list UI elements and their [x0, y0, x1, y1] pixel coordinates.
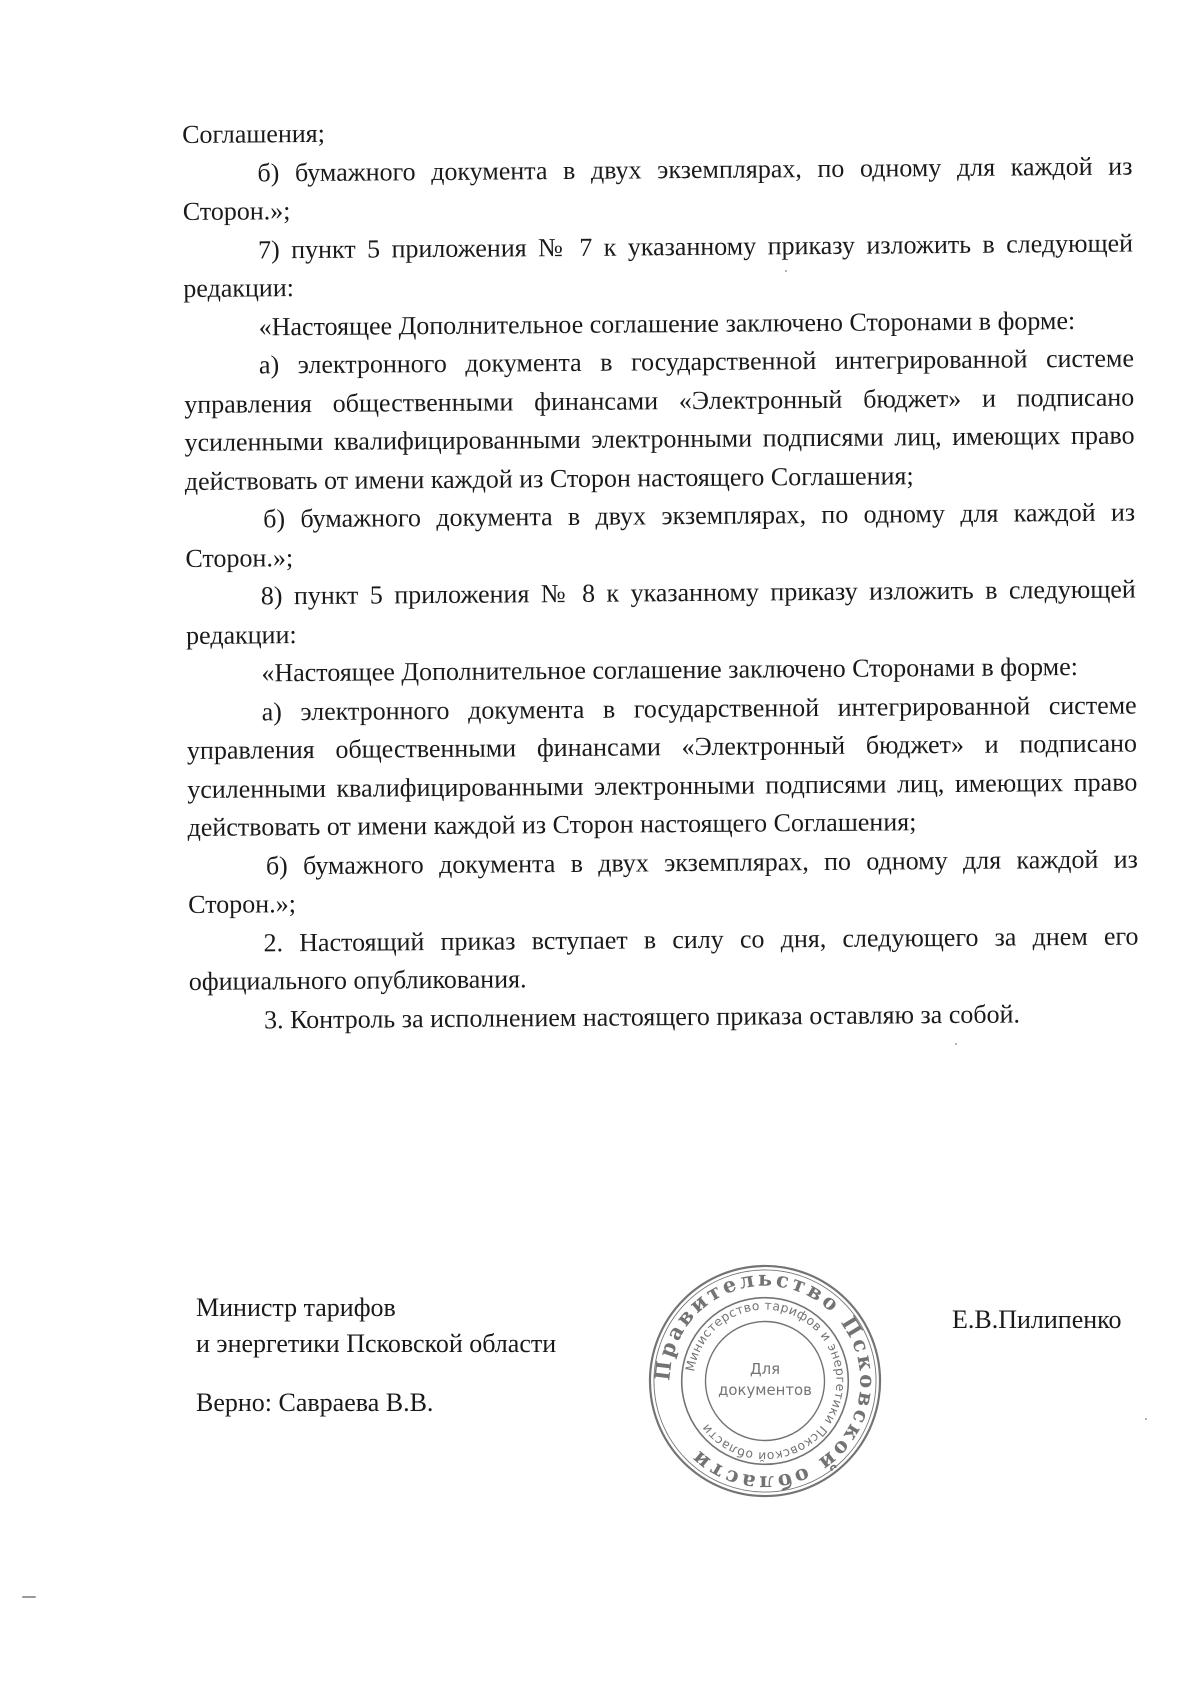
paragraph-quote-intro: «Настоящее Дополнительное соглашение заключено Сторонами в форме: — [258, 305, 1076, 341]
paragraph-clause-3: 3. Контроль за исполнением настоящего приказа оставляю за собой. — [263, 998, 1021, 1034]
paragraph-clause-2: 2. Настоящий приказ вступает в силу со дня, следующего за днем его официального опубликования. — [188, 921, 1139, 996]
scan-speck — [955, 1043, 957, 1045]
paragraph-item-b: б) бумажного документа в двух экземплярах, по одному для каждой из Сторон.»; — [185, 497, 1136, 573]
certified-copy-note: Верно: Савраева В.В. — [196, 1388, 434, 1417]
scan-speck — [1145, 1418, 1147, 1420]
stamp-inner-text: Министерство тарифов и энергетики Псковской области — [682, 1297, 849, 1465]
stamp-outer-text: Правительство Псковской области — [649, 1265, 881, 1497]
paragraph-item-a: а) электронного документа в государственной интегрированной системе управления общественными финансами «Электронный бюджет» и подписано усиленными квалифицированными электронными подписями лиц, имеющих право действовать от имени каждой из Сторон настоящего Соглашения; — [186, 690, 1138, 842]
paragraph-item-a: а) электронного документа в государственной интегрированной системе управления общественными финансами «Электронный бюджет» и подписано усиленными квалифицированными электронными подписями лиц, имеющих право действовать от имени каждой из Сторон настоящего Соглашения; — [184, 343, 1135, 496]
document-body — [182, 109, 1139, 1040]
signatory-position-line2: и энергетики Псковской области — [196, 1329, 557, 1358]
stamp-center-line2: документов — [718, 1380, 812, 1399]
signatory-position-line1: Министр тарифов — [196, 1293, 396, 1322]
official-seal-stamp — [646, 1262, 884, 1500]
paragraph-item-b: б) бумажного документа в двух экземплярах, по одному для каждой из Сторон.»; — [182, 151, 1133, 226]
signatory-position — [196, 1290, 556, 1362]
stamp-center-line1: Для — [749, 1360, 781, 1379]
scan-mark — [22, 1596, 36, 1598]
paragraph-item-8: 8) пункт 5 приложения № 8 к указанному приказу изложить в следующей редакции: — [185, 574, 1136, 650]
paragraph-item-7: 7) пункт 5 приложения № 7 к указанному приказу изложить в следующей редакции: — [183, 228, 1134, 303]
paragraph-quote-intro: «Настоящее Дополнительное соглашение заключено Сторонами в форме: — [261, 651, 1079, 688]
signatory-name: Е.В.Пилипенко — [952, 1305, 1122, 1334]
paragraph-item-b: б) бумажного документа в двух экземплярах, по одному для каждой из Сторон.»; — [188, 844, 1138, 919]
paragraph-continuation: Соглашения; — [182, 118, 326, 149]
scan-speck — [785, 270, 787, 272]
